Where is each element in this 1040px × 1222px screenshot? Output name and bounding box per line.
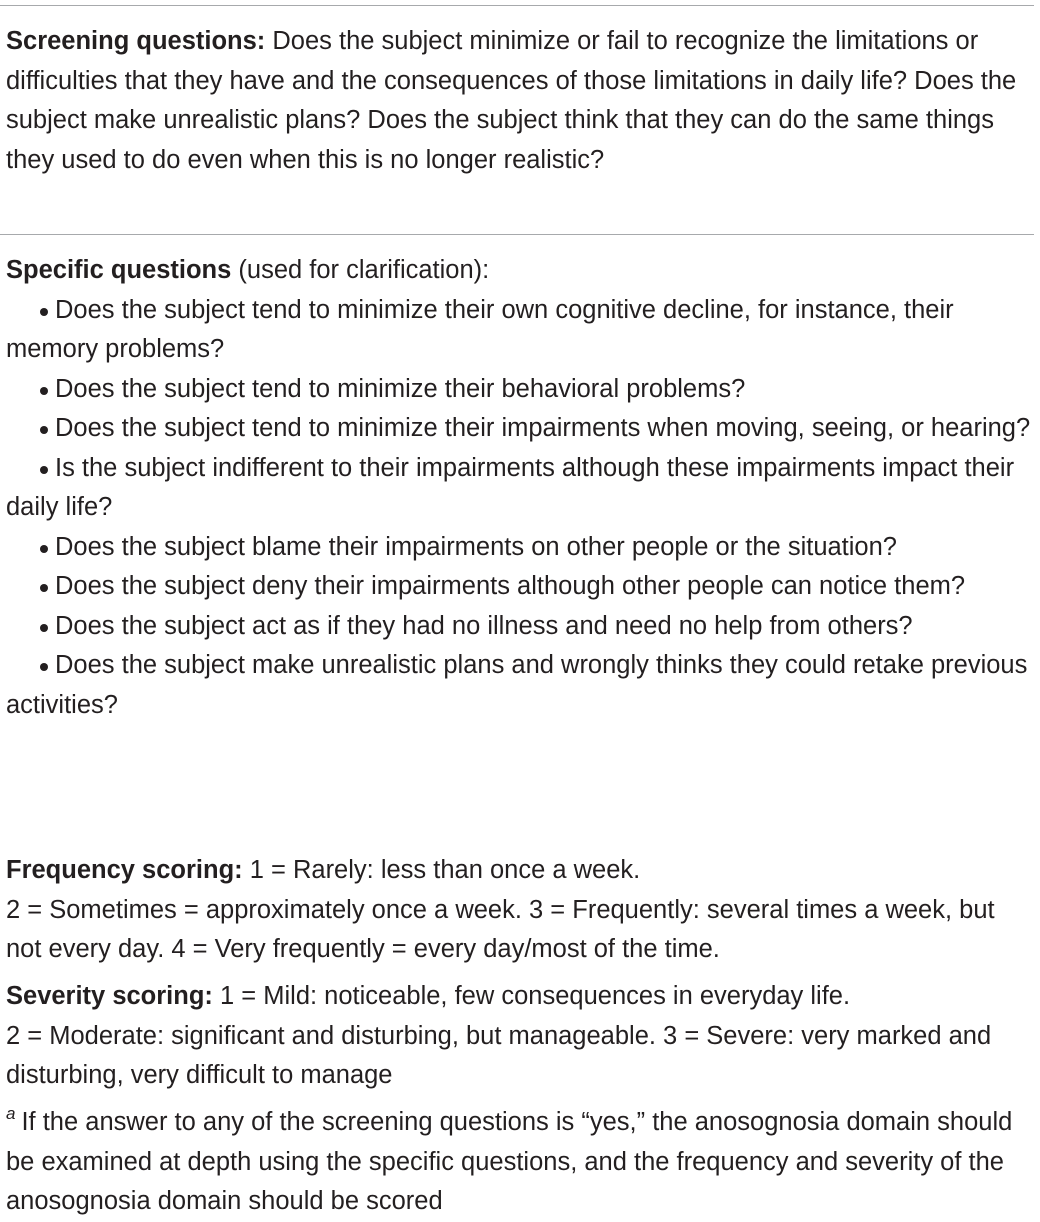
footnote-text: If the answer to any of the screening questions is “yes,” the anosognosia domain should be examined at depth using the specific questions, and the frequency and severity of the anosognosia domain should be scored (6, 1108, 1013, 1215)
bullet-icon (40, 584, 48, 592)
bullet-icon (40, 545, 48, 553)
footnote (6, 1103, 1032, 1222)
bullet-icon (40, 387, 48, 395)
frequency-line-2: 2 = Sometimes = approximately once a week. 3 = Frequently: several times a week, but not every day. 4 = Very frequently = every day/most of the time. (6, 895, 995, 963)
specific-item: Does the subject blame their impairments on other people or the situation? (6, 528, 1032, 568)
severity-text-1: 1 = Mild: noticeable, few consequences in everyday life. (212, 982, 851, 1010)
top-rule (0, 5, 1034, 6)
bullet-icon (40, 663, 48, 671)
frequency-line-1 (6, 851, 1032, 891)
specific-section (6, 251, 1032, 725)
screening-label: Screening questions: (6, 27, 266, 55)
severity-line-2: 2 = Moderate: significant and disturbing, but manageable. 3 = Severe: very marked and disturbing, very difficult to manage (6, 1021, 992, 1089)
specific-item: Does the subject tend to minimize their own cognitive decline, for instance, their memory problems? (6, 295, 954, 363)
specific-item: Does the subject act as if they had no illness and need no help from others? (6, 607, 1032, 647)
bullet-icon (40, 308, 48, 316)
severity-label: Severity scoring: (6, 982, 213, 1010)
section-divider (0, 234, 1034, 235)
specific-label: Specific questions (6, 256, 232, 284)
specific-item: Does the subject make unrealistic plans and wrongly thinks they could retake previous activities? (6, 651, 1028, 719)
specific-item: Does the subject deny their impairments although other people can notice them? (6, 567, 1032, 607)
bullet-icon (40, 624, 48, 632)
bullet-icon (40, 466, 48, 474)
specific-item: Does the subject tend to minimize their impairments when moving, seeing, or hearing? (6, 409, 1032, 449)
specific-item: Is the subject indifferent to their impairments although these impairments impact their daily life? (6, 453, 1015, 521)
specific-suffix: (used for clarification): (231, 256, 490, 284)
bullet-icon (40, 426, 48, 434)
specific-item: Does the subject tend to minimize their behavioral problems? (6, 370, 1032, 410)
screening-text: Does the subject minimize or fail to recognize the limitations or difficulties that they have and the consequences of those limitations in daily life? Does the subject make unrealistic plans? Does the subject think that they can do the same things they used to do even when this is no longer realistic? (6, 27, 1017, 174)
severity-section (6, 977, 1032, 1096)
footnote-marker: a (6, 1104, 16, 1123)
frequency-label: Frequency scoring: (6, 856, 243, 884)
frequency-text-1: 1 = Rarely: less than once a week. (242, 856, 641, 884)
specific-heading (6, 251, 1032, 291)
frequency-section (6, 851, 1032, 970)
severity-line-1 (6, 977, 1032, 1017)
screening-section (6, 22, 1032, 180)
